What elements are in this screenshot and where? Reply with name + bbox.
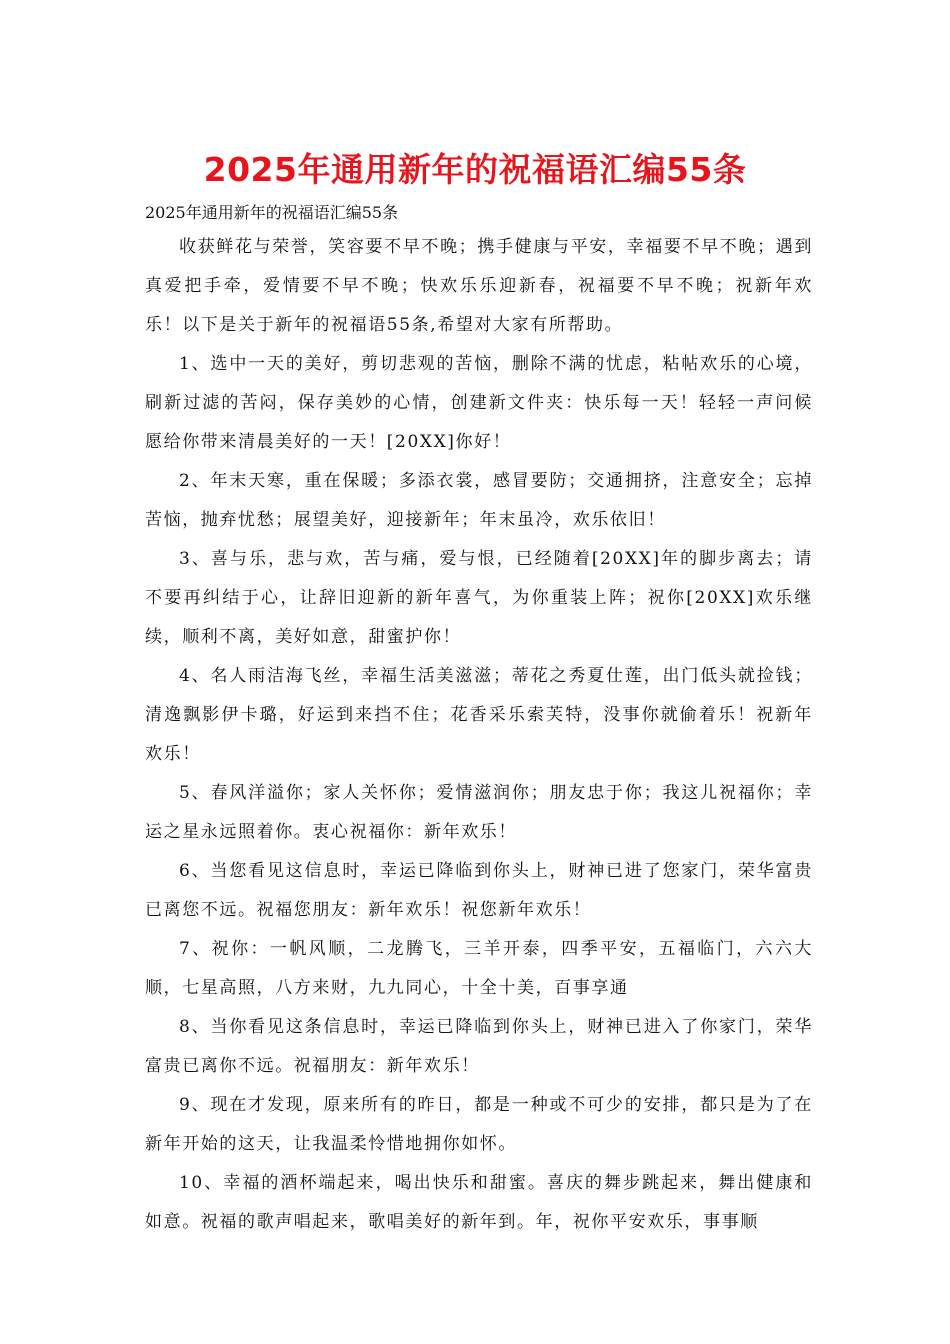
greeting-paragraph-8: 8、当你看见这条信息时，幸运已降临到你头上，财神已进入了你家门，荣华富贵已离你不远。祝福朋友：新年欢乐！ bbox=[145, 1017, 813, 1076]
greeting-paragraph-3: 3、喜与乐，悲与欢，苦与痛，爱与恨，已经随着[20XX]年的脚步离去；请不要再纠结于心，让辞旧迎新的新年喜气，为你重装上阵；祝你[20XX]欢乐继续，顺利不离，美好如意，甜蜜护你！ bbox=[145, 549, 813, 647]
greeting-paragraph-10: 10、幸福的酒杯端起来，喝出快乐和甜蜜。喜庆的舞步跳起来，舞出健康和如意。祝福的歌声唱起来，歌唱美好的新年到。年，祝你平安欢乐，事事顺 bbox=[145, 1173, 813, 1232]
document-title: 2025年通用新年的祝福语汇编55条 bbox=[203, 150, 747, 189]
greeting-paragraph-5: 5、春风洋溢你；家人关怀你；爱情滋润你；朋友忠于你；我这儿祝福你；幸运之星永远照着你。衷心祝福你：新年欢乐！ bbox=[145, 783, 813, 842]
greeting-paragraph-6: 6、当您看见这信息时，幸运已降临到你头上，财神已进了您家门，荣华富贵已离您不远。祝福您朋友：新年欢乐！祝您新年欢乐！ bbox=[145, 861, 813, 920]
greeting-paragraph-2: 2、年末天寒，重在保暖；多添衣裳，感冒要防；交通拥挤，注意安全；忘掉苦恼，抛弃忧愁；展望美好，迎接新年；年末虽冷，欢乐依旧！ bbox=[145, 471, 813, 530]
greeting-paragraph-7: 7、祝你：一帆风顺，二龙腾飞，三羊开泰，四季平安，五福临门，六六大顺，七星高照，八方来财，九九同心，十全十美，百事享通 bbox=[145, 939, 813, 998]
document-body bbox=[145, 228, 813, 1242]
greeting-paragraph-1: 1、选中一天的美好，剪切悲观的苦恼，删除不满的忧虑，粘帖欢乐的心境，刷新过滤的苦闷，保存美妙的心情，创建新文件夹：快乐每一天！轻轻一声问候愿给你带来清晨美好的一天！[20XX]你好！ bbox=[145, 354, 813, 452]
greeting-paragraph-9: 9、现在才发现，原来所有的昨日，都是一种或不可少的安排，都只是为了在新年开始的这天，让我温柔怜惜地拥你如怀。 bbox=[145, 1095, 813, 1154]
document-subtitle: 2025年通用新年的祝福语汇编55条 bbox=[145, 203, 399, 222]
greeting-paragraph-4: 4、名人雨洁海飞丝，幸福生活美滋滋；蒂花之秀夏仕莲，出门低头就捡钱；清逸飘影伊卡璐，好运到来挡不住；花香采乐索芙特，没事你就偷着乐！祝新年欢乐！ bbox=[145, 666, 813, 764]
intro-paragraph: 收获鲜花与荣誉，笑容要不早不晚；携手健康与平安，幸福要不早不晚；遇到真爱把手牵，爱情要不早不晚；快欢乐乐迎新春，祝福要不早不晚；祝新年欢乐！以下是关于新年的祝福语55条,希望对大家有所帮助。 bbox=[145, 237, 813, 335]
